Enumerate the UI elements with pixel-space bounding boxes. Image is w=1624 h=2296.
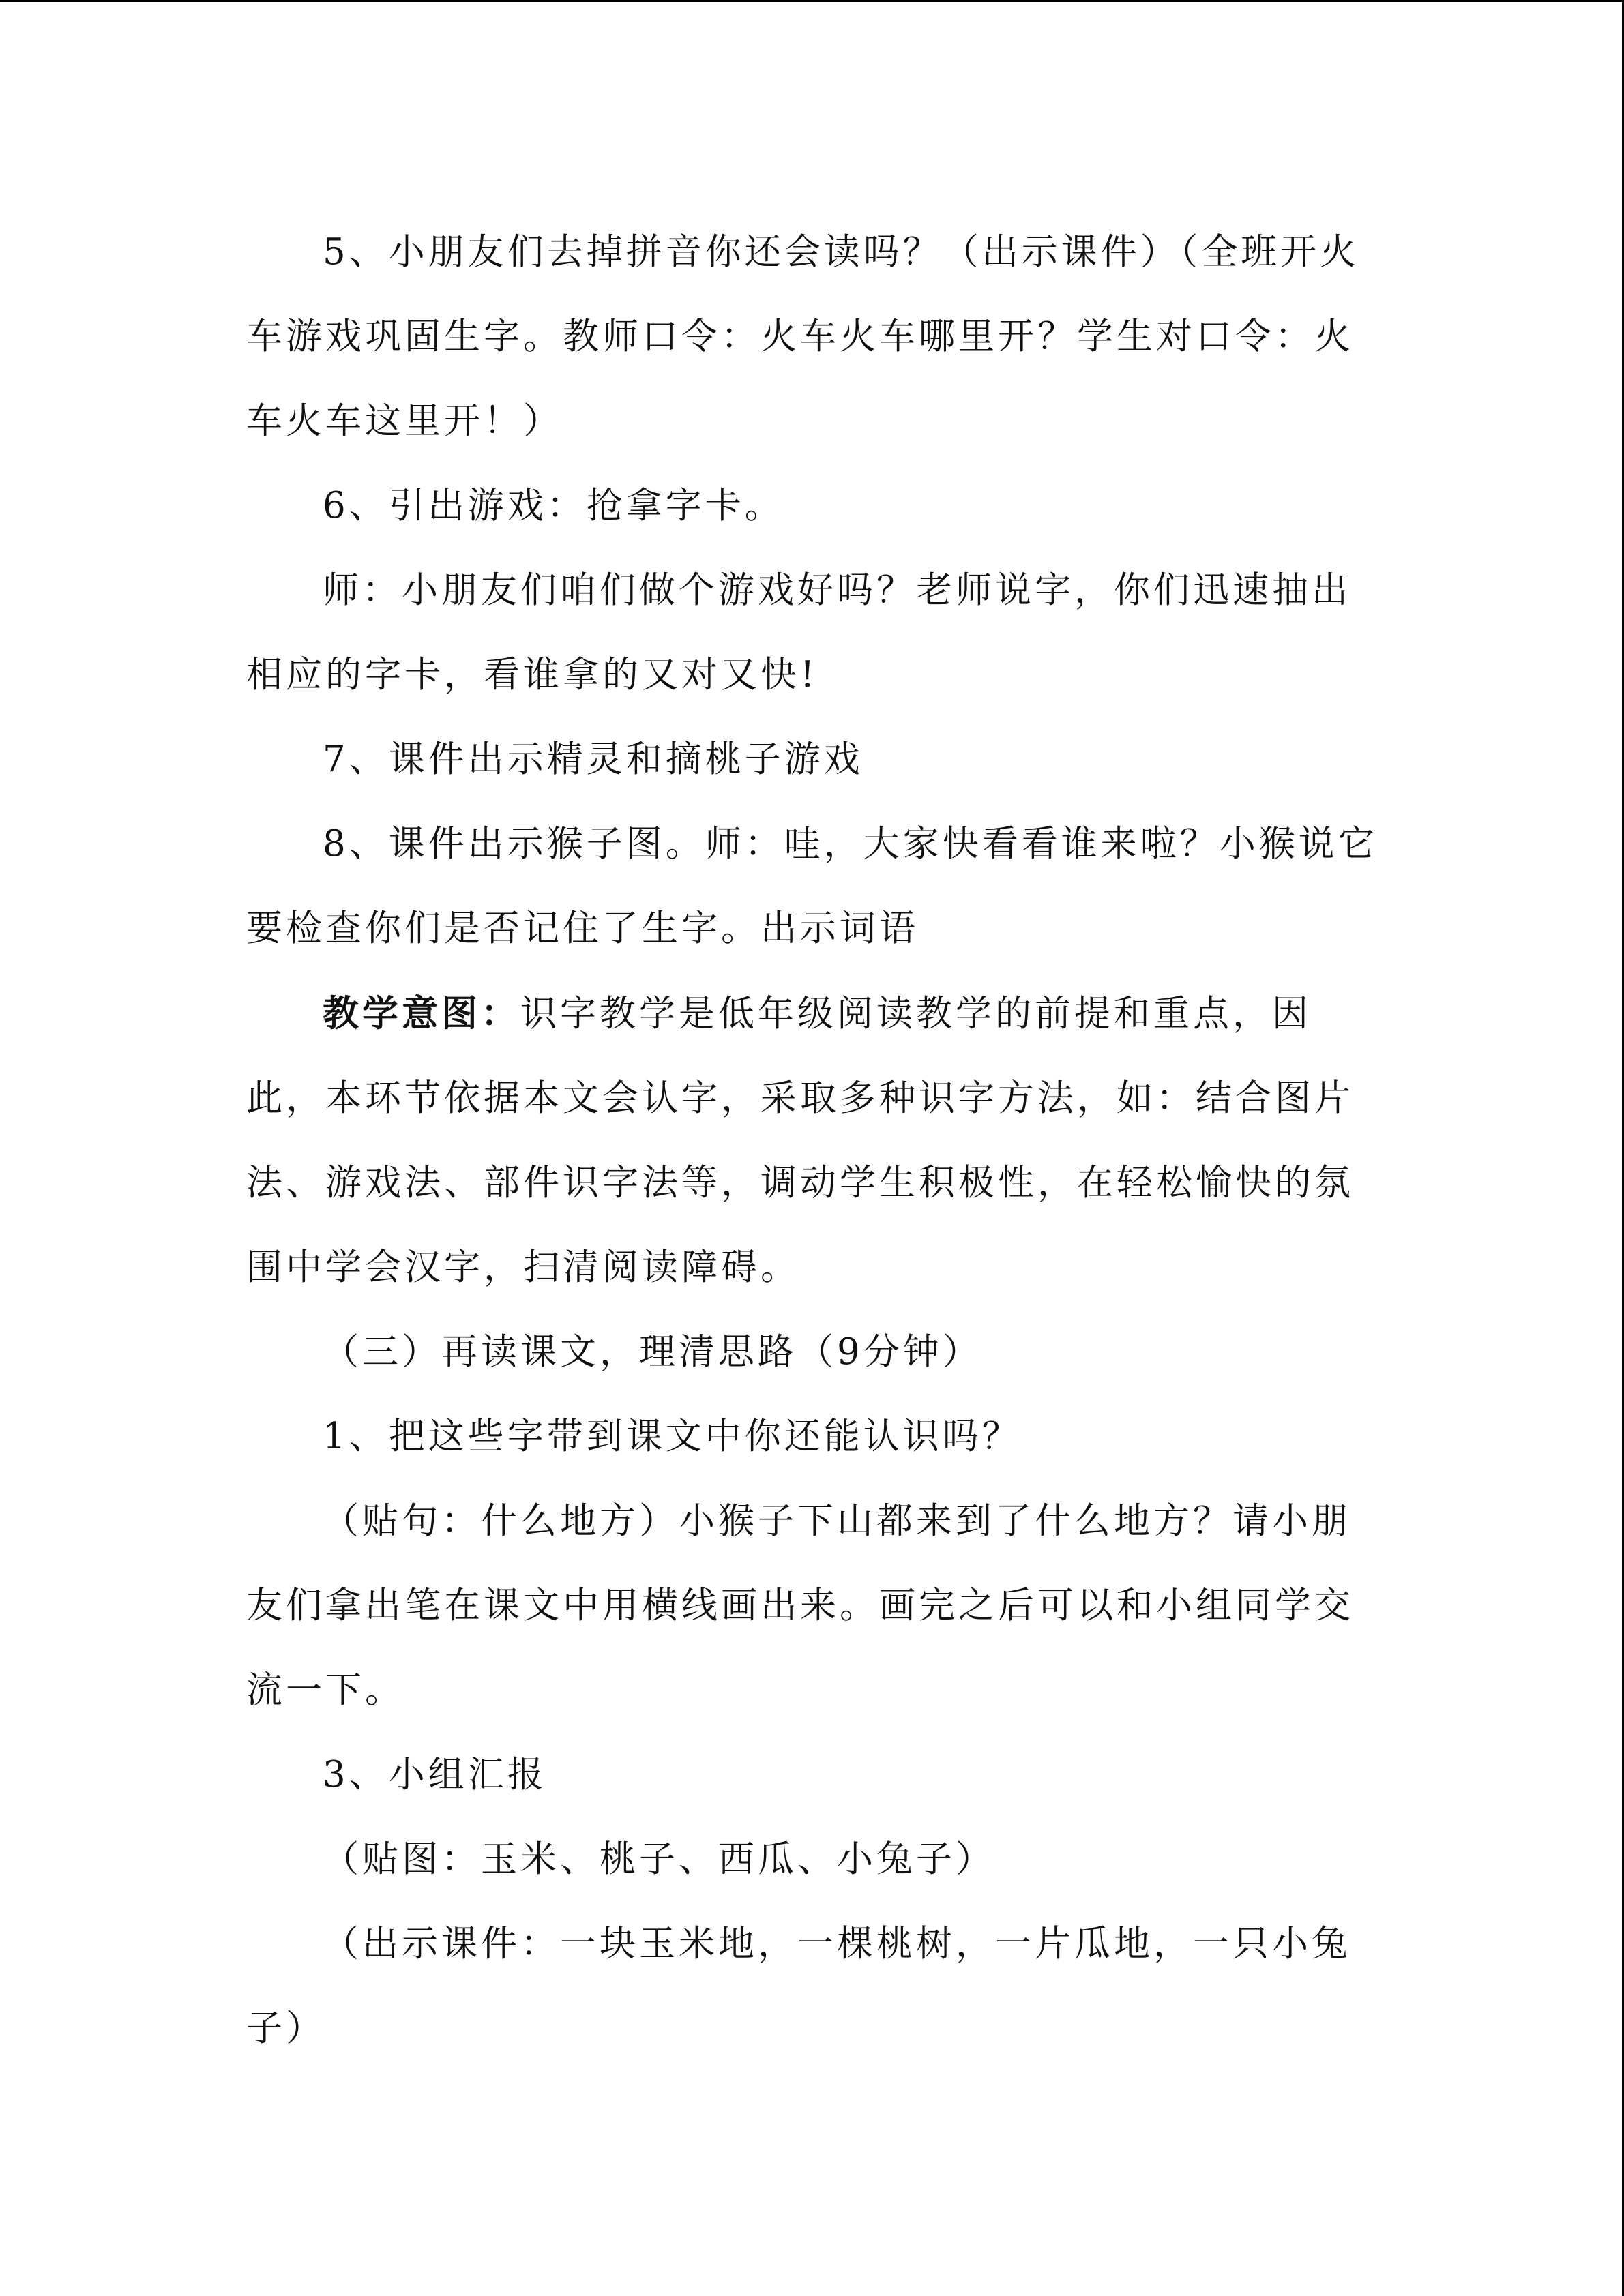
paragraph-teaching-intent — [246, 971, 1382, 1310]
paragraph-show-courseware: （出示课件：一块玉米地，一棵桃树，一片瓜地，一只小兔子） — [246, 1923, 1351, 2049]
teaching-intent-label: 教学意图： — [323, 992, 520, 1034]
paragraph-paste-sentence: （贴句：什么地方）小猴子下山都来到了什么地方？请小朋友们拿出笔在课文中用横线画出来。画完之后可以和小组同学交流一下。 — [246, 1500, 1354, 1711]
paragraph-step-3: 3、小组汇报 — [323, 1754, 547, 1795]
paragraph-paste-images: （贴图：玉米、桃子、西瓜、小兔子） — [323, 1838, 995, 1880]
paragraph-step-7: 7、课件出示精灵和摘桃子游戏 — [323, 739, 863, 780]
paragraph-teacher-game: 师：小朋友们咱们做个游戏好吗？老师说字，你们迅速抽出相应的字卡，看谁拿的又对又快! — [246, 569, 1351, 696]
section-heading-reread: （三）再读课文，理清思路（9分钟） — [323, 1331, 982, 1373]
document-body — [246, 210, 1382, 2071]
paragraph-step-5: 5、小朋友们去掉拼音你还会读吗？（出示课件）（全班开火车游戏巩固生字。教师口令：火车火车哪里开？学生对口令：火车火车这里开！） — [246, 231, 1360, 442]
paragraph-step-1: 1、把这些字带到课文中你还能认识吗？ — [323, 1416, 1022, 1457]
paragraph-step-8: 8、课件出示猴子图。师：哇，大家快看看谁来啦？小猴说它要检查你们是否记住了生字。出示词语 — [246, 823, 1378, 949]
paragraph-step-6: 6、引出游戏：抢拿字卡。 — [323, 485, 784, 526]
teaching-intent-text: 识字教学是低年级阅读教学的前提和重点，因此，本环节依据本文会认字，采取多种识字方法，如：结合图片法、游戏法、部件识字法等，调动学生积极性，在轻松愉快的氛围中学会汉字，扫清阅读障碍。 — [246, 993, 1354, 1288]
